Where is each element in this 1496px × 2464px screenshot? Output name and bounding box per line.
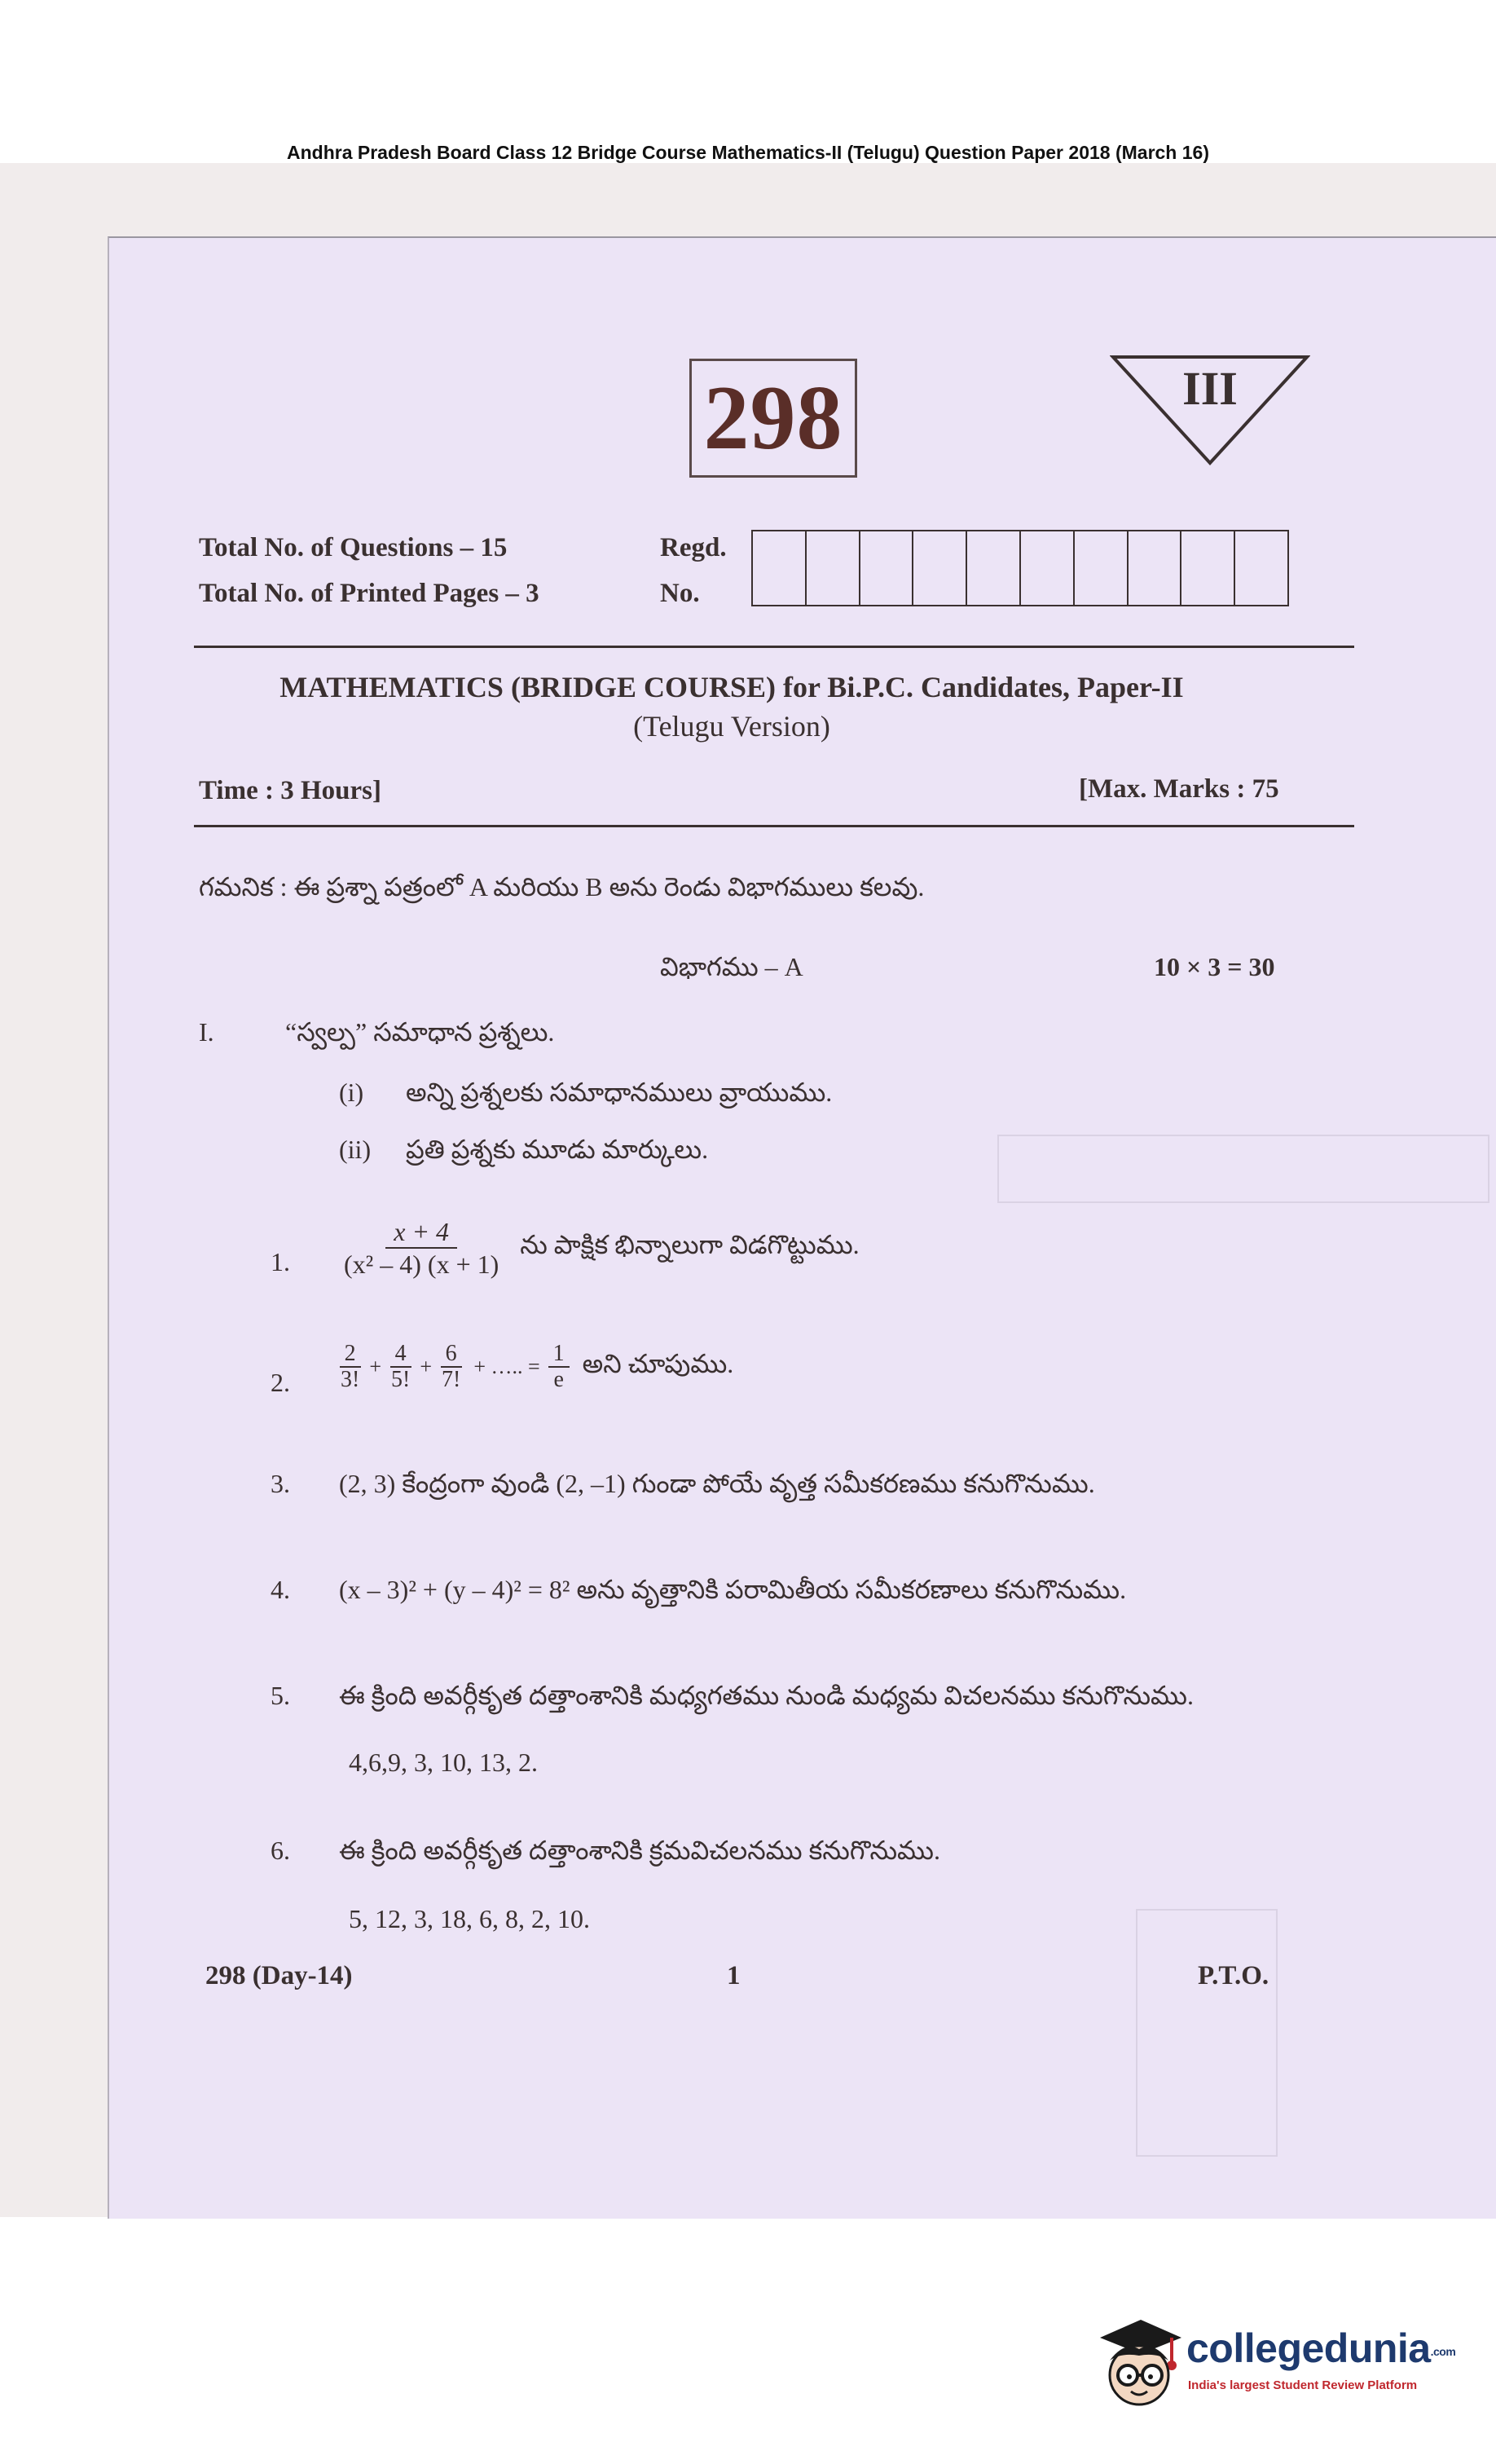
fraction	[548, 1342, 570, 1392]
regd-number-grid[interactable]	[751, 530, 1289, 606]
total-questions: Total No. of Questions – 15	[199, 533, 508, 562]
regd-cell[interactable]	[860, 531, 914, 605]
question-number: 3.	[271, 1469, 290, 1498]
instruction-number: (ii)	[339, 1135, 372, 1164]
bleed-through-box	[1136, 1909, 1278, 2157]
fraction-denominator: 3!	[341, 1367, 360, 1392]
fraction-numerator: 1	[548, 1342, 570, 1368]
regd-cell[interactable]	[1235, 531, 1287, 605]
logo-name: collegedunia	[1186, 2325, 1431, 2371]
plus-sign: +	[420, 1355, 432, 1378]
regd-label: Regd.	[660, 533, 727, 562]
question-data: 4,6,9, 3, 10, 13, 2.	[349, 1748, 538, 1777]
question-number: 1.	[271, 1247, 290, 1276]
fraction	[386, 1342, 415, 1392]
regd-cell[interactable]	[1181, 531, 1235, 605]
fraction-numerator: 6	[441, 1342, 462, 1368]
fraction-numerator: x + 4	[385, 1216, 457, 1249]
plus-sign: +	[369, 1355, 381, 1378]
question-text: ను పాక్షిక భిన్నాలుగా విడగొట్టుము.	[520, 1229, 860, 1259]
paper-title: MATHEMATICS (BRIDGE COURSE) for Bi.P.C. Candidates, Paper-II	[279, 671, 1184, 703]
document-header: Andhra Pradesh Board Class 12 Bridge Course Mathematics-II (Telugu) Question Paper 2018 (March 16)	[287, 142, 1209, 163]
paper-note: గమనిక : ఈ ప్రశ్నా పత్రంలో A మరియు B అను రెండు విభాగములు కలవు.	[199, 872, 925, 901]
section-title: విభాగము – A	[660, 952, 803, 981]
paper-code: 298	[703, 367, 843, 469]
mascot-icon	[1092, 2308, 1190, 2414]
question-data: 5, 12, 3, 18, 6, 8, 2, 10.	[349, 1904, 590, 1933]
pto-label: P.T.O.	[1198, 1961, 1269, 1990]
question-number: 2.	[271, 1368, 290, 1397]
page-number: 1	[727, 1961, 741, 1990]
question-number: 6.	[271, 1836, 290, 1865]
regd-cell[interactable]	[753, 531, 807, 605]
footer-code: 298 (Day-14)	[205, 1961, 353, 1990]
question-paper	[108, 236, 1496, 2219]
regd-cell[interactable]	[1021, 531, 1075, 605]
divider-top	[194, 646, 1354, 648]
collegedunia-logo	[1092, 2308, 1456, 2414]
question-text: అని చూపుము.	[582, 1348, 734, 1378]
fraction-numerator: 4	[390, 1342, 411, 1368]
question-number: 4.	[271, 1575, 290, 1604]
instruction-number: (i)	[339, 1078, 364, 1107]
question-text: (x – 3)² + (y – 4)² = 8² అను వృత్తానికి పరామితీయ సమీకరణాలు కనుగొనుము.	[339, 1575, 1127, 1604]
fraction-numerator: 2	[340, 1342, 361, 1368]
instruction-text: ప్రతి ప్రశ్నకు మూడు మార్కులు.	[406, 1135, 709, 1164]
section-marks: 10 × 3 = 30	[1154, 952, 1275, 981]
paper-version: (Telugu Version)	[633, 710, 830, 743]
bleed-through-table	[997, 1135, 1489, 1203]
regd-cell[interactable]	[967, 531, 1021, 605]
paper-code-box	[689, 359, 857, 478]
fraction	[336, 1216, 507, 1280]
logo-suffix: .com	[1430, 2344, 1456, 2358]
regd-cell[interactable]	[1075, 531, 1129, 605]
fraction-denominator: 7!	[442, 1367, 461, 1392]
regd-cell[interactable]	[913, 531, 967, 605]
scanned-page	[0, 163, 1496, 2217]
fraction	[437, 1342, 465, 1392]
logo-tagline: India's largest Student Review Platform	[1188, 2378, 1418, 2392]
max-marks: [Max. Marks : 75	[1079, 774, 1279, 804]
question-text: (2, 3) కేంద్రంగా వుండి (2, –1) గుండా పోయే వృత్త సమీకరణము కనుగొనుము.	[339, 1469, 1095, 1498]
regd-cell[interactable]	[1129, 531, 1182, 605]
regd-no-label: No.	[660, 579, 700, 608]
fraction-denominator: 5!	[391, 1367, 411, 1392]
question-text: ఈ క్రింది అవర్గీకృత దత్తాంశానికి క్రమవిచలనము కనుగొనుము.	[339, 1836, 940, 1865]
set-triangle	[1110, 354, 1310, 466]
regd-cell[interactable]	[807, 531, 860, 605]
question-number: 5.	[271, 1681, 290, 1710]
question-1	[331, 1216, 860, 1280]
set-label: III	[1182, 362, 1238, 415]
instruction-text: అన్ని ప్రశ్నలకు సమాధానములు వ్రాయుము.	[406, 1078, 833, 1107]
fraction-denominator: e	[553, 1367, 564, 1392]
part-title: “స్వల్ప” సమాధాన ప్రశ్నలు.	[285, 1017, 555, 1047]
series-continuation: + ….. =	[473, 1355, 540, 1378]
total-pages: Total No. of Printed Pages – 3	[199, 579, 539, 608]
fraction-denominator: (x² – 4) (x + 1)	[344, 1250, 499, 1279]
question-text: ఈ క్రింది అవర్గీకృత దత్తాంశానికి మధ్యగతము నుండి మధ్యమ విచలనము కనుగొనుము.	[339, 1681, 1194, 1710]
time-allowed: Time : 3 Hours]	[199, 776, 381, 805]
question-2	[331, 1342, 733, 1392]
divider-bottom	[194, 825, 1354, 827]
fraction	[336, 1342, 364, 1392]
part-number: I.	[199, 1017, 214, 1047]
